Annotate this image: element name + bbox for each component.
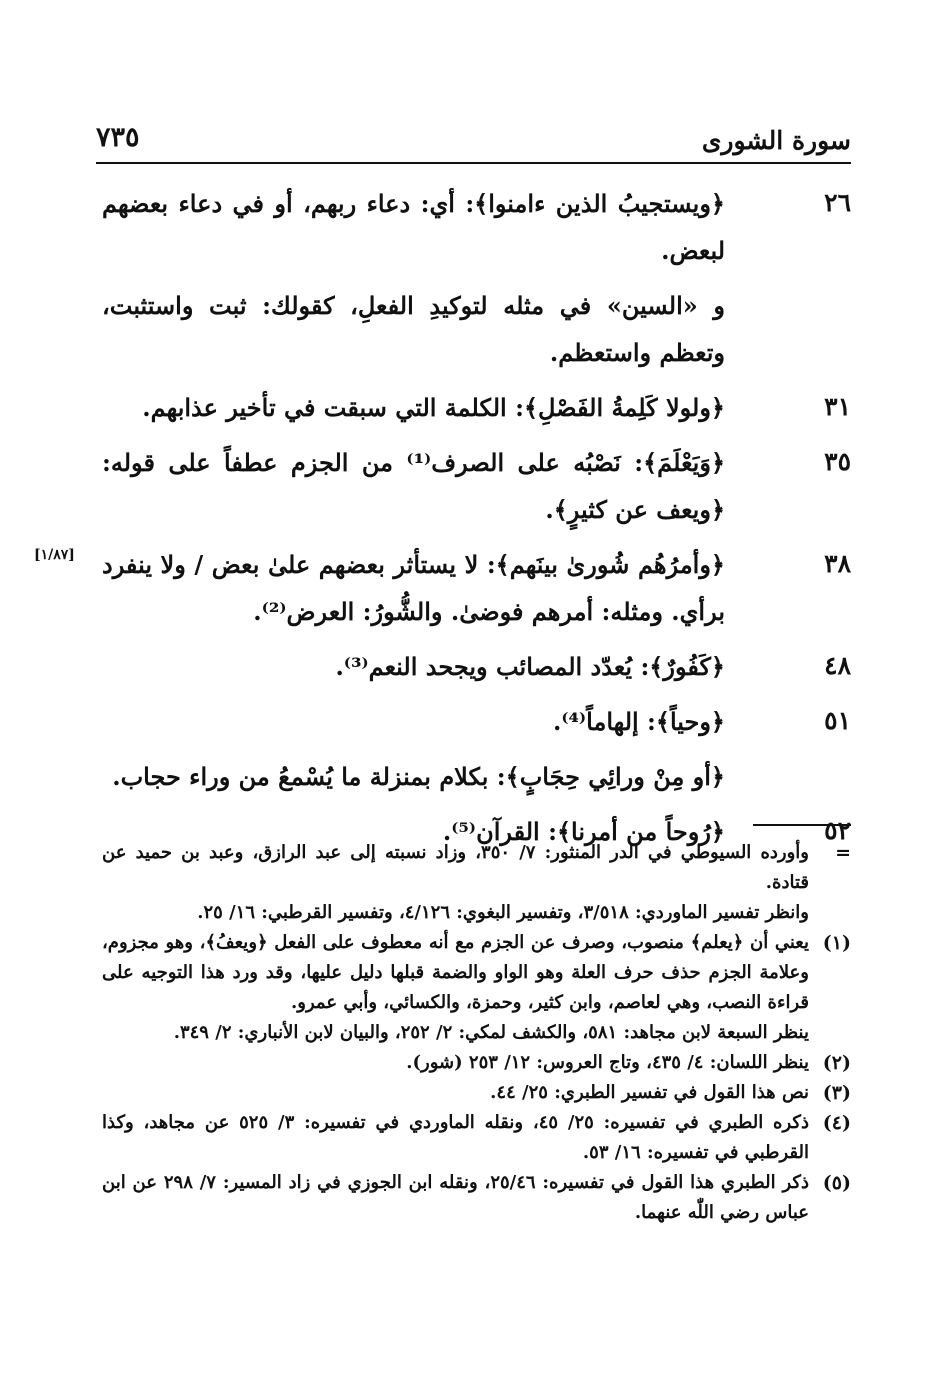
verse-number: ٤٨ bbox=[824, 651, 851, 680]
footnote-text: ذكره الطبري في تفسيره: ٢٥/ ٤٥، ونقله الماوردي في تفسيره: ٣/ ٥٢٥ عن مجاهد، وكذا القرطبي في تفسيره: ١٦/ ٥٣. bbox=[102, 1112, 809, 1163]
footnote bbox=[0, 1108, 943, 1168]
footnote-divider bbox=[753, 824, 851, 826]
footnote bbox=[0, 928, 943, 1018]
footnote-text: ينظر السبعة لابن مجاهد: ٥٨١، والكشف لمكي: ٢/ ٢٥٢، والبيان لابن الأنباري: ٢/ ٣٤٩. bbox=[173, 1022, 809, 1043]
entry-text: ﴿ويستجيبُ الذين ءامنوا﴾: أي: دعاء ربهم، أو في دعاء بعضهم لبعض. bbox=[102, 189, 725, 265]
footnote bbox=[0, 898, 943, 928]
entry-text: ﴿وأمرُهُم شُورىٰ بينَهم﴾: لا يستأثر بعضهم علىٰ بعض / ولا ينفرد برأي. ومثله: أمرهم فوضىٰ. والشُّورُ: العرض⁽²⁾. bbox=[102, 550, 725, 626]
entry-text: ﴿رُوحاً من أمرنا﴾: القرآن⁽⁵⁾. bbox=[442, 817, 725, 846]
footnote-mark: (٥) bbox=[822, 1172, 851, 1194]
footnote-text: نص هذا القول في تفسير الطبري: ٢٥/ ٤٤. bbox=[490, 1082, 809, 1103]
footnote-text: يعني أن ﴿يعلم﴾ منصوب، وصرف عن الجزم مع أنه معطوف على الفعل ﴿ويعفُ﴾، وهو مجزوم، وعلامة الجزم حذف حرف العلة وهو الواو والضمة قبلها دليل عليها، وقد ورد هذا التوجيه على قراءة النصب، وهي لعاصم، وابن كثير، وحمزة، والكسائي، وأبي عمرو. bbox=[102, 932, 809, 1013]
footnote bbox=[0, 1048, 943, 1078]
commentary-entries bbox=[0, 180, 943, 855]
entry bbox=[0, 753, 943, 800]
footnote-text: وأورده السيوطي في الدر المنثور: ٧/ ٣٥٠، وزاد نسبته إلى عبد الرازق، وعبد بن حميد عن قتادة. bbox=[102, 842, 809, 893]
footnote-mark: (٤) bbox=[822, 1112, 851, 1134]
verse-number: ٣١ bbox=[824, 392, 851, 421]
footnote-text: ينظر اللسان: ٤/ ٤٣٥، وتاج العروس: ١٢/ ٢٥٣ (شور). bbox=[406, 1052, 809, 1073]
footnotes bbox=[0, 838, 943, 1228]
entry-text: ﴿وَيَعْلَمَ﴾: نَصْبُه على الصرف⁽¹⁾ من الجزم عطفاً على قوله: ﴿ويعف عن كثيرٍ﴾. bbox=[102, 448, 726, 524]
footnote-mark: = bbox=[835, 842, 851, 864]
verse-number: ٢٦ bbox=[824, 188, 851, 217]
entry bbox=[0, 180, 943, 274]
entry bbox=[0, 643, 943, 690]
verse-number: ٥١ bbox=[824, 706, 851, 735]
verse-number: ٣٨ bbox=[824, 549, 851, 578]
entry bbox=[0, 439, 943, 533]
running-title: سورة الشورى bbox=[701, 126, 851, 155]
footnote bbox=[0, 838, 943, 898]
verse-number: ٣٥ bbox=[824, 447, 851, 476]
entry-text: و «السين» في مثله لتوكيدِ الفعلِ، كقولك: ثبت واستثبت، وتعظم واستعظم. bbox=[102, 291, 725, 367]
entry bbox=[0, 698, 943, 745]
footnote-mark: (٣) bbox=[822, 1082, 851, 1104]
page-number: ٧٣٥ bbox=[96, 122, 140, 153]
footnote bbox=[0, 1018, 943, 1048]
entry-text: ﴿ولولا كَلِمةُ الفَصْلِ﴾: الكلمة التي سبقت في تأخير عذابهم. bbox=[142, 393, 725, 422]
entry-text: ﴿وحياً﴾: إلهاماً⁽⁴⁾. bbox=[552, 707, 725, 736]
footnote-text: وانظر تفسير الماوردي: ٣/٥١٨، وتفسير البغوي: ٤/١٢٦، وتفسير القرطبي: ١٦/ ٢٥. bbox=[197, 902, 809, 923]
footnote bbox=[0, 1078, 943, 1108]
footnote-mark: (٢) bbox=[822, 1052, 851, 1074]
verse-number: ٥٢ bbox=[824, 816, 851, 845]
entry-text: ﴿أو مِنْ ورائِي حِجَابٍ﴾: بكلام بمنزلة ما يُسْمعُ من وراء حجاب. bbox=[112, 762, 725, 791]
entry-text: ﴿كَفُورٌ﴾: يُعدّد المصائب ويجحد النعم⁽³⁾. bbox=[335, 652, 725, 681]
entry bbox=[0, 541, 943, 635]
entry bbox=[0, 282, 943, 376]
entry bbox=[0, 384, 943, 431]
page-header bbox=[96, 122, 851, 164]
footnote-text: ذكر الطبري هذا القول في تفسيره: ٢٥/٤٦، ونقله ابن الجوزي في زاد المسير: ٧/ ٢٩٨ عن ابن عباس رضي اللّٰه عنهما. bbox=[102, 1172, 809, 1223]
footnote bbox=[0, 1168, 943, 1228]
manuscript-folio-ref: [١/٨٧] bbox=[34, 547, 75, 563]
footnote-mark: (١) bbox=[822, 932, 851, 954]
